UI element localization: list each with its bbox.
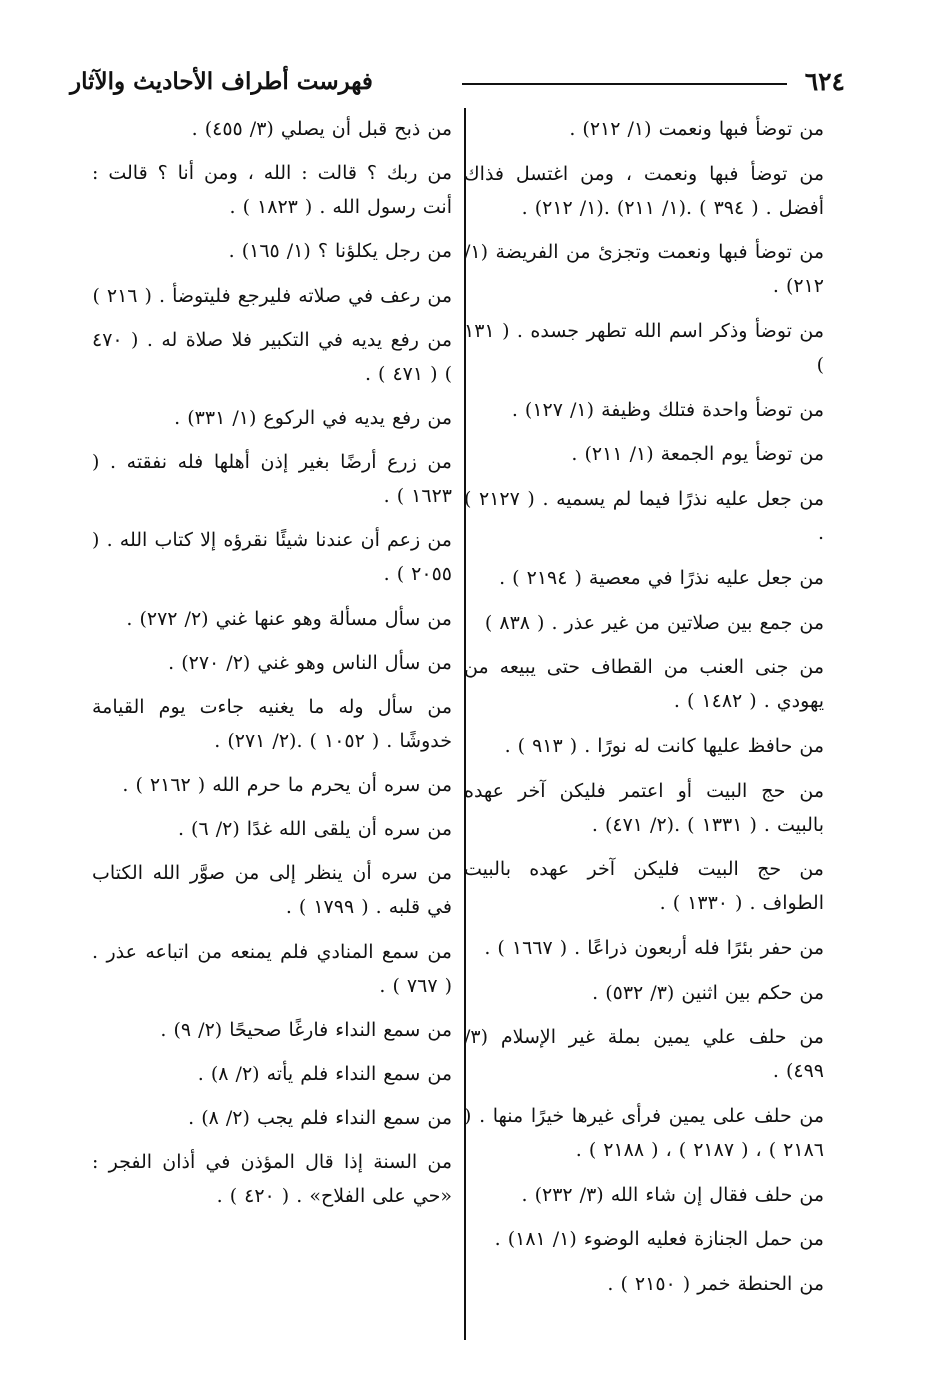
index-entry: من توضأ فبها ونعمت وتجزئ من الفريضة (١/ ٢١٢) . [464, 241, 824, 298]
index-entry: من سأل وله ما يغنيه جاءت يوم القيامة خدوشًا . ( ١٠٥٢ ) .(٢/ ٢٧١) . [92, 695, 452, 752]
right-column [464, 112, 824, 1312]
index-entry: من حمل الجنازة فعليه الوضوء (١/ ١٨١) . [494, 1228, 824, 1251]
index-entry: من رفع يديه في الركوع (١/ ٣٣١) . [174, 406, 452, 429]
index-entry: من سمع المنادي فلم يمنعه من اتباعه عذر . ( ٧٦٧ ) . [92, 940, 452, 997]
index-entry: من حج البيت أو اعتمر فليكن آخر عهده بالبيت . ( ١٣٣١ ) .(٢/ ٤٧١) . [464, 779, 824, 836]
index-entry: من سره أن يلقى الله غدًا (٢/ ٦) . [177, 818, 452, 841]
index-entry: من رفع يديه في التكبير فلا صلاة له . ( ٤٧٠ ) ( ٤٧١ ) . [92, 328, 452, 385]
index-entry: من الحنطة خمر ( ٢١٥٠ ) . [607, 1273, 824, 1296]
index-entry: من رجل يكلؤنا ؟ (١/ ١٦٥) . [228, 240, 452, 263]
index-entry: من توضأ يوم الجمعة (١/ ٢١١) . [571, 443, 824, 466]
index-entry: من سأل مسألة وهو عنها غني (٢/ ٢٧٢) . [126, 607, 452, 630]
page-number: ٦٢٤ [804, 67, 845, 96]
index-entry: من حلف على يمين فرأى غيرها خيرًا منها . ( ٢١٨٦ ) ، ( ٢١٨٧ ) ، ( ٢١٨٨ ) . [464, 1105, 824, 1161]
index-entry: من ذبح قبل أن يصلي (٣/ ٤٥٥) . [191, 118, 452, 140]
index-entry: من جنى العنب من القطاف حتى يبيعه من يهودي . ( ١٤٨٢ ) . [464, 656, 824, 713]
index-entry: من حلف فقال إن شاء الله (٣/ ٢٣٢) . [521, 1183, 824, 1206]
index-entry: من توضأ وذكر اسم الله تطهر جسده . ( ١٣١ ) [464, 320, 824, 377]
index-entry: من سمع النداء فارغًا صحيحًا (٢/ ٩) . [160, 1018, 452, 1041]
index-entry: من سره أن ينظر إلى من صوَّر الله الكتاب في قلبه . ( ١٧٩٩ ) . [92, 862, 452, 919]
index-entry: من حفر بئرًا فله أربعون ذراعًا . ( ١٦٦٧ ) . [484, 936, 824, 959]
index-entry: من سأل الناس وهو غني (٢/ ٢٧٠) . [168, 651, 452, 674]
index-entry: من جمع بين صلاتين من غير عذر . ( ٨٣٨ ) [484, 611, 824, 634]
index-entry: من توضأ فبها ونعمت ، ومن اغتسل فذاك أفضل . ( ٣٩٤ ) .(١/ ٢١١) .(١/ ٢١٢) . [464, 162, 824, 219]
index-entry: من زعم أن عندنا شيئًا نقرؤه إلا كتاب الله . ( ٢٠٥٥ ) . [92, 529, 452, 586]
index-entry: من جعل عليه نذرًا فيما لم يسميه . ( ٢١٢٧ ) . [464, 488, 824, 545]
index-entry: من سمع النداء فلم يجب (٢/ ٨) . [188, 1107, 452, 1130]
index-entry: من ربك ؟ قالت : الله ، ومن أنا ؟ قالت : أنت رسول الله . ( ١٨٢٣ ) . [92, 162, 452, 219]
index-entry: من جعل عليه نذرًا في معصية ( ٢١٩٤ ) . [499, 566, 824, 589]
index-entry: من حافظ عليها كانت له نورًا . ( ٩١٣ ) . [504, 734, 824, 757]
index-entry: من رعف في صلاته فليرجع فليتوضأ . ( ٢١٦ ) [92, 284, 452, 307]
left-column [92, 112, 452, 1224]
page-header [70, 66, 845, 106]
index-entry: من حلف علي يمين بملة غير الإسلام (٣/ ٤٩٩) . [464, 1026, 824, 1083]
index-entry: من توضأ واحدة فتلك وظيفة (١/ ١٢٧) . [511, 398, 824, 421]
header-rule [462, 83, 787, 85]
index-entry: من سره أن يحرم ما حرم الله ( ٢١٦٢ ) . [122, 774, 452, 797]
index-entry: من توضأ فبها ونعمت (١/ ٢١٢) . [569, 118, 824, 140]
page-title: فهرست أطراف الأحاديث والآثار [70, 68, 373, 95]
index-entry: من زرع أرضًا بغير إذن أهلها فله نفقته . ( ١٦٢٣ ) . [92, 451, 452, 508]
index-entry: من سمع النداء فلم يأته (٢/ ٨) . [197, 1063, 452, 1085]
index-entry: من السنة إذا قال المؤذن في أذان الفجر : «حي على الفلاح» . ( ٤٢٠ ) . [92, 1151, 452, 1208]
index-entry: من حج البيت فليكن آخر عهده بالبيت الطواف . ( ١٣٣٠ ) . [464, 858, 824, 915]
index-entry: من حكم بين اثنين (٣/ ٥٣٢) . [592, 981, 824, 1004]
